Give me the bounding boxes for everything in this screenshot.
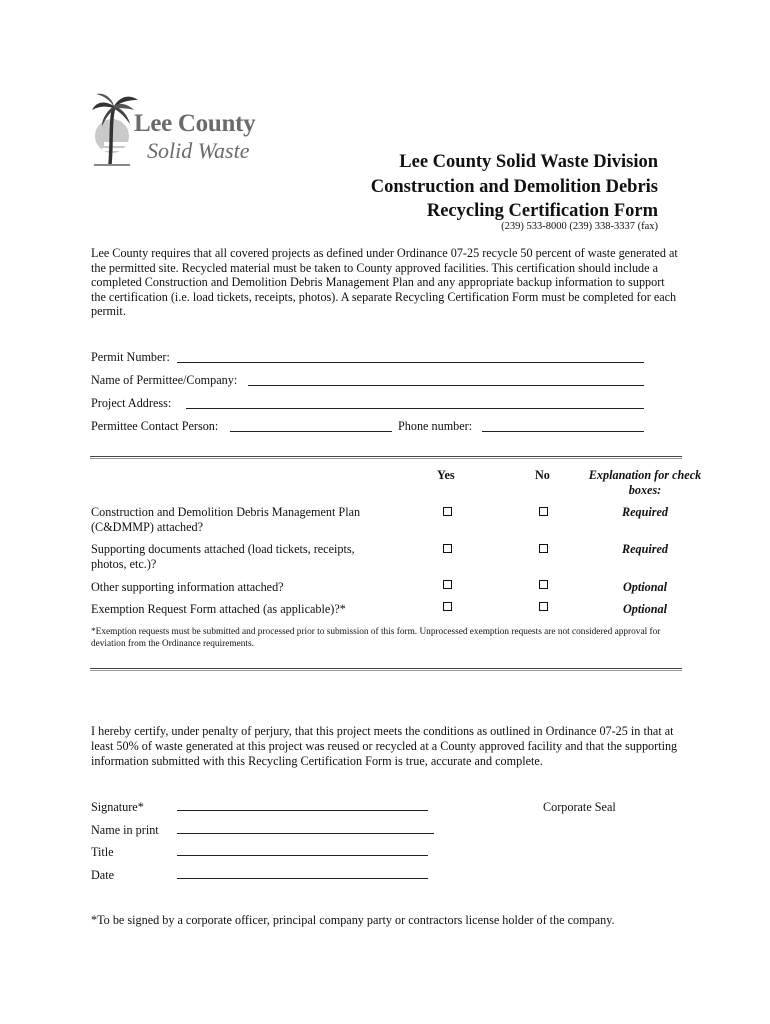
permittee-line[interactable] (248, 373, 644, 386)
title-label: Title (91, 845, 114, 859)
intro-paragraph: Lee County requires that all covered projects as defined under Ordinance 07-25 recycle 50 percent of waste generated at the permitted site. Recycled material must be taken to County approved facilities. This certification should include a completed Construction and Demolition Debris Management Plan and any appropriate backup information to support the certification (i.e. load tickets, receipts, photos). A separate Recycling Certification Form must be completed for each permit. (91, 246, 678, 319)
permittee-label: Name of Permittee/Company: (91, 373, 238, 387)
column-header-explanation: Explanation for check boxes: (588, 468, 702, 497)
form-title-line-3: Recycling Certification Form (426, 201, 658, 221)
status-required: Required (621, 505, 669, 519)
date-line[interactable] (177, 866, 428, 879)
signature-label: Signature* (91, 800, 144, 814)
permit-number-field[interactable] (91, 350, 646, 364)
form-title-line-2: Construction and Demolition Debris (370, 177, 658, 197)
permit-number-line[interactable] (177, 350, 644, 363)
checkbox-exemption-no[interactable] (539, 602, 548, 611)
phone-fax-numbers: (239) 533-8000 (239) 338-3337 (fax) (501, 221, 658, 232)
column-header-yes: Yes (437, 468, 455, 482)
exemption-footnote: *Exemption requests must be submitted and processed prior to submission of this form. Unprocessed exemption requests are not considered approval for deviation from the Ordinance requirements. (91, 627, 661, 649)
permit-number-label: Permit Number: (91, 350, 170, 364)
checkbox-other-info-no[interactable] (539, 580, 548, 589)
name-in-print-line[interactable] (177, 821, 434, 834)
checklist-row-other-info: Other supporting information attached? (91, 580, 284, 594)
checkbox-supporting-docs-yes[interactable] (443, 544, 452, 553)
project-address-line[interactable] (186, 396, 644, 409)
phone-number-line[interactable] (482, 419, 644, 432)
signer-footnote: *To be signed by a corporate officer, principal company party or contractors license holder of the company. (91, 913, 615, 927)
title-line[interactable] (177, 843, 428, 856)
checkbox-supporting-docs-no[interactable] (539, 544, 548, 553)
project-address-field[interactable] (91, 396, 646, 410)
project-address-label: Project Address: (91, 396, 172, 410)
contact-person-line[interactable] (230, 419, 392, 432)
status-optional: Optional (622, 602, 668, 616)
checklist-row-cddmp: Construction and Demolition Debris Management Plan (C&DMMP) attached? (91, 505, 361, 534)
certification-statement: I hereby certify, under penalty of perjury, that this project meets the conditions as outlined in Ordinance 07-25 in that at least 50% of waste generated at this project was reused or recycled at a County approved facility and that the supporting information submitted with this Recycling Certification Form is true, accurate and complete. (91, 724, 678, 768)
permittee-field[interactable] (91, 373, 646, 387)
form-title-line-1: Lee County Solid Waste Division (399, 152, 658, 172)
checklist-row-exemption: Exemption Request Form attached (as applicable)?* (91, 602, 346, 616)
checkbox-exemption-yes[interactable] (443, 602, 452, 611)
lee-county-logo (90, 92, 275, 172)
section-divider-bottom (90, 668, 682, 671)
checkbox-cddmp-no[interactable] (539, 507, 548, 516)
logo-text-lee-county: Lee County (134, 110, 256, 137)
status-required: Required (621, 542, 669, 556)
corporate-seal-label: Corporate Seal (543, 800, 616, 814)
checklist-row-supporting-docs: Supporting documents attached (load tickets, receipts, photos, etc.)? (91, 542, 355, 571)
section-divider-top (90, 456, 682, 459)
status-optional: Optional (622, 580, 668, 594)
contact-person-field[interactable] (91, 419, 646, 433)
checkbox-cddmp-yes[interactable] (443, 507, 452, 516)
phone-number-label: Phone number: (398, 419, 473, 433)
contact-person-label: Permittee Contact Person: (91, 419, 219, 433)
column-header-no: No (535, 468, 550, 482)
date-label: Date (91, 868, 115, 882)
checkbox-other-info-yes[interactable] (443, 580, 452, 589)
signature-line[interactable] (177, 798, 428, 811)
name-in-print-label: Name in print (91, 823, 159, 837)
logo-text-solid-waste: Solid Waste (147, 138, 250, 163)
